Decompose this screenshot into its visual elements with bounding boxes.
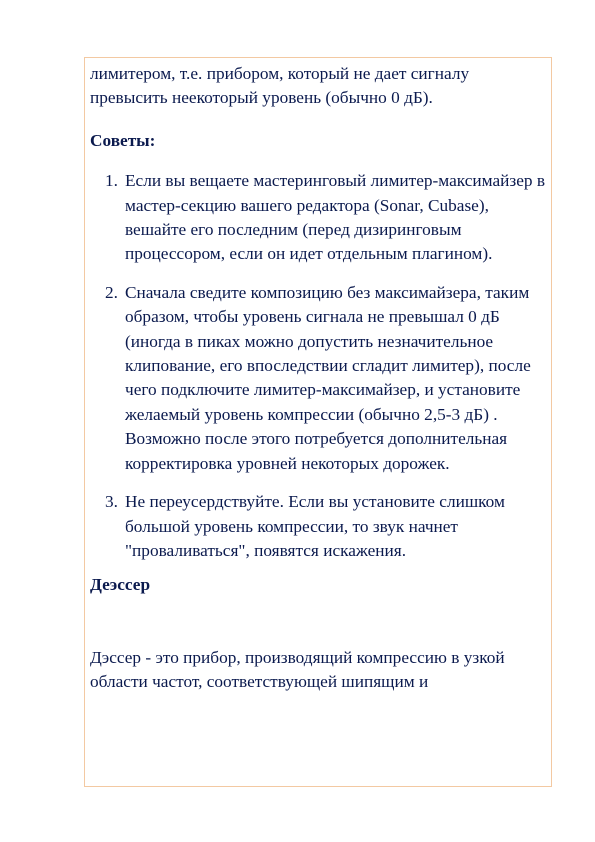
list-item	[90, 281, 550, 476]
intro-paragraph: лимитером, т.е. прибором, который не дает сигналу превысить неекоторый уровень (обычно 0 дБ).	[90, 64, 470, 108]
list-item-text: Сначала сведите композицию без максимайзера, таким образом, чтобы уровень сигнала не превышал 0 дБ (иногда в пиках можно допустить незначительное клипование, его впоследствии сгладит лимитер), после чего подключите лимитер-максимайзер, и установите желаемый уровень компрессии (обычно 2,5-3 дБ) . Возможно после этого потребуется дополнительная корректировка уровней некоторых дорожек.	[125, 282, 531, 473]
list-item	[90, 169, 550, 267]
list-item-text: Если вы вещаете мастеринговый лимитер-максимайзер в мастер-секцию вашего редактора (Sonar, Cubase), вешайте его последним (перед дизиринговым процессором, если он идет отдельным плагином).	[125, 171, 545, 264]
document-body	[90, 62, 550, 695]
tips-list	[90, 169, 550, 563]
list-item-number: 1.	[105, 171, 118, 191]
list-item-number: 3.	[105, 492, 118, 512]
list-item-number: 2.	[105, 282, 118, 302]
tips-heading: Советы:	[90, 130, 156, 150]
list-item-text: Не переусердствуйте. Если вы установите слишком большой уровень компрессии, то звук начнет "проваливаться", появятся искажения.	[125, 492, 505, 560]
deesser-heading: Деэссер	[90, 575, 151, 595]
list-item	[90, 490, 550, 563]
deesser-paragraph: Дэссер - это прибор, производящий компрессию в узкой области частот, соответствующей шипящим и	[90, 647, 505, 692]
